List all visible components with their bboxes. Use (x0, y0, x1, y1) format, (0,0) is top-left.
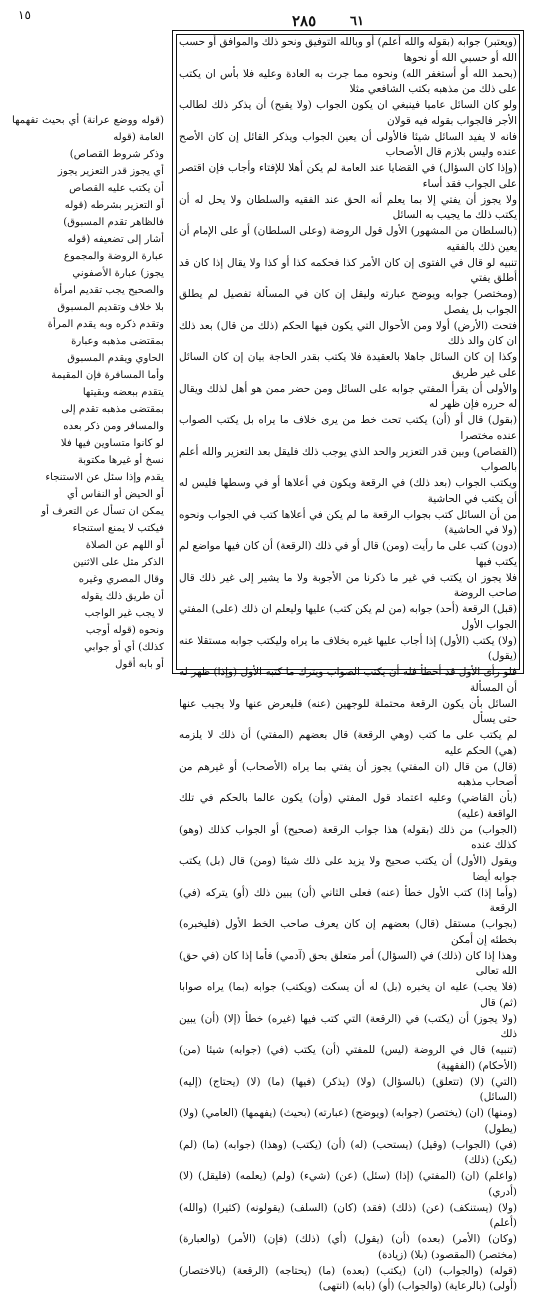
main-text-line: (في) (الجواب) (وقيل) (يستحب) (له) (أن) (يكتب) (وهذا) (جوابه) (ما) (لم) (يكن) (ذلك) (179, 1138, 517, 1170)
main-text-line: ويكتب الجواب (بعد ذلك) في الرقعة ويكون في أعلاها أو في وسطها فليس له أن يكتب في الحاشية (179, 476, 517, 508)
margin-text-line: الذكر مثل على الاثنين (12, 554, 164, 571)
margin-text-line: يقدم وإذا سئل عن الاستنجاء (12, 469, 164, 486)
main-text-line: (ولا يجوز) أن (يكتب) في (الرقعة) التي كتب فيها (غيره) خطأ (إلا) (أن) يبين ذلك (179, 1012, 517, 1044)
main-text-line: فانه لا يفيد السائل شيئا فالأولى أن يعين الجواب ويذكر القائل إن كان الأصح عنده وليس بلازم قال الأصحاب (179, 130, 517, 162)
margin-text-line: والمسافر ومن ذكر بعده (12, 418, 164, 435)
main-text-line: وكذا إن كان السائل جاهلا بالعقيدة فلا يكتب بقدر الحاجة بيان إن كان السائل على غير طريق (179, 350, 517, 382)
margin-text-line: أو التعزير بشرطه (قوله (12, 197, 164, 214)
margin-text-line: فيكتب لا يمنع استنجاء (12, 520, 164, 537)
main-text-line: (قبل) الرقعة (أحد) جوابه (من لم يكن كتب) عليها وليعلم ان ذلك (على) المفتي الجواب الأول (179, 602, 517, 634)
main-text-line: (بحمد الله أو أستغفر الله) ونحوه مما جرت به العادة وعليه فلا بأس ان يكتب على ذلك من مذهبه بكتب الشافعي مثلا (179, 67, 517, 99)
main-text-line: وهذا إذا كان (ذلك) في (السؤال) أمر متعلق بحق (آدمي) فأما إذا كان (في حق) الله تعالى (179, 949, 517, 981)
margin-text-line: بمقتضى مذهبه وعبارة (12, 333, 164, 350)
margin-text-line: لو كانوا متساوين فيها فلا (12, 435, 164, 452)
main-text-block (179, 35, 517, 669)
main-text-line: (بأن القاضي) وعليه اعتماد قول المفتي (وأن) يكون عالما بالحكم في تلك الواقعة (عليه) (179, 791, 517, 823)
main-text-line: (ومختصر) جوابه ويوضح عبارته وليقل إن كان في المسألة تفصيل لم يطلق الجواب بل يفصل (179, 287, 517, 319)
main-text-line: (ومنها) (ان) (يختصر) (جوابه) (ويوضح) (عبارته) (بحيث) (يفهمها) (العامي) (ولا) (يطول) (179, 1106, 517, 1138)
margin-text-line: أو الحيض أو النفاس أي (12, 486, 164, 503)
main-text-line: من أن السائل كتب بجواب الرقعة ما لم يكن في أعلاها كتب في الجواب ونحوه (ولا في الحاشية) (179, 508, 517, 540)
main-text-line: (القصاص) وبين قدر التعزير والحد الذي يوجب ذلك فليقل بعد التعزير والله أعلم بالصواب (179, 445, 517, 477)
margin-text-line: يمكن ان تسأل عن التعرف أو (12, 503, 164, 520)
margin-text-line: وقال المصري وغيره (12, 571, 164, 588)
main-text-line: فلا يجوز ان يكتب في غير ما ذكرنا من الأجوبة ولا ما يشير إلى غير ذلك قال صاحب الروضة (179, 571, 517, 603)
main-text-line: (وأما إذا) كتب الأول خطأ (عنه) فعلى الثاني (أن) يبين ذلك (أو) يتركه (في) الرقعة (179, 886, 517, 918)
margin-text-line: نسخ أو غيرها مكتوبة (12, 452, 164, 469)
main-text-line: (قوله) (والجواب) (ان) (يكتب) (بعده) (ما) (يحتاجه) (الرقعة) (بالاختصار) (أولى) (بالرعاية) (والجواب) (أو) (بابه) (انتهى) (179, 1264, 517, 1295)
main-text-line: (ويعتبر) جوابه (بقوله والله أعلم) أو وبالله التوفيق ونحو ذلك والموافق أو حسب الله أو حسبي الله أو نحوها (179, 35, 517, 67)
main-text-line: (ولا) يكتب (الأول) إذا أجاب عليها غيره بخلاف ما يراه وليكتب جوابه مستقلا عنه (يقول) (179, 634, 517, 666)
page-number: ٢٨٥ (292, 12, 316, 30)
main-text-line: فلو رأى الأول قد أخطأ فله أن يكتب الصواب ويترك ما كتبه الأول (وإذا) ظهر له أن المسألة (179, 665, 517, 697)
margin-text-line: ونحوه (قوله أوجب (12, 622, 164, 639)
main-text-line: ولو كان السائل عاميا فينبغي ان يكون الجواب (ولا يقبح) أن يذكر ذلك لطالب الأجر فالجواب بقوله فيه قولان (179, 98, 517, 130)
main-text-line: (فلا يجب) عليه ان يخبره (بل) له أن يسكت (ويكتب) جوابه (بما) يراه صوابا (ثم) قال (179, 980, 517, 1012)
main-text-line: والأولى أن يقرأ المفتي جوابه على السائل ومن حضر ممن هو أهل لذلك ويقال له حرره فإن ظهر له (179, 382, 517, 414)
margin-text-line: وتقدم ذكره وبه يقدم المرأة (12, 316, 164, 333)
main-text-line: السائل بأن يكون الرقعة محتملة للوجهين (عنه) فليعرض عنها ولا يجيب عنها حتى يسأل (179, 697, 517, 729)
margin-text-line: يتقدم ببعضه وبقيتها (12, 384, 164, 401)
main-text-line: (تنبيه) قال في الروضة (ليس) للمفتي (أن) يكتب (في) (جوابه) شيئا (من) (الأحكام) (الفقهية) (179, 1043, 517, 1075)
main-text-line: (الجواب) من ذلك (بقوله) هذا جواب الرقعة (صحيح) أو الجواب كذلك (وهو) كذلك عنده (179, 823, 517, 855)
main-text-line: (وإذا كان السؤال) في القضايا عند العامة لم يكن أهلا للإفتاء وأجاب فإن اقتصر على الجواب فقد أساء (179, 161, 517, 193)
folio-mark: ٦١ (350, 14, 364, 29)
main-text-line: (قال) من قال (ان المفتي) يجوز أن يفتي بما يراه (الأصحاب) أو غيرهم من أصحاب مذهبه (179, 760, 517, 792)
main-text-line: (وكان) (الأمر) (بعده) (أن) (يقول) (أي) (ذلك) (فإن) (الأمر) (والعبارة) (مختصر) (المقصود) (بلا) (زيادة) (179, 1232, 517, 1264)
margin-text-line: لا يجب غير الواجب (12, 605, 164, 622)
margin-text-line: وأما المسافرة فإن المقيمة (12, 367, 164, 384)
margin-text-line: بلا خلاف وتقديم المسبوق (12, 299, 164, 316)
margin-text-line: أن طريق ذلك يقوله (12, 588, 164, 605)
main-text-line: لم يكتب على ما كتب (وهي الرقعة) قال بعضهم (المفتي) أن ذلك لا يلزمه (هي) الحكم عليه (179, 728, 517, 760)
margin-text-line: والصحيح يجب تقديم امرأة (12, 282, 164, 299)
corner-mark: ١٥ (18, 8, 31, 22)
main-text-line: (بقول) قال أو (أن) يكتب تحت خط من يرى خلاف ما يراه بل يكتب الصواب عنده مختصرا (179, 413, 517, 445)
margin-text-line: أشار إلى تضعيفه (قوله (12, 231, 164, 248)
margin-text-line: أو بابه أقول (12, 656, 164, 673)
margin-text-line: وذكر شروط القصاص) (12, 146, 164, 163)
main-text-frame (172, 30, 524, 674)
margin-text-line: أن يكتب عليه القصاص (12, 180, 164, 197)
main-text-line: (واعلم) (ان) (المفتي) (إذا) (سئل) (عن) (شيء) (ولم) (يعلمه) (فليقل) (لا) (أدري) (179, 1169, 517, 1201)
main-text-line: ولا يجوز أن يفتي إلا بما يعلم أنه الحق عند الفقيه والسلطان ولا يحل له أن يكتب ذلك ما يجيب به السائل (179, 193, 517, 225)
margin-text-line: فالظاهر تقدم المسبوق) (12, 214, 164, 231)
main-text-line: (دون) كتب على ما رأيت (ومن) قال أو في ذلك (الرقعة) أن كان فيها مواضع لم يكتب فيها (179, 539, 517, 571)
margin-text-line: (قوله ووضع عرانة) أي بحيث تفهمها العامة (قوله (12, 112, 164, 146)
margin-text-line: الحاوي ويقدم المسبوق (12, 350, 164, 367)
margin-text-line: بمقتضى مذهبه تقدم إلى (12, 401, 164, 418)
main-text-line: (ولا) (يستنكف) (عن) (ذلك) (فقد) (كان) (السلف) (يقولونه) (كثيرا) (والله) (أعلم) (179, 1201, 517, 1233)
main-text-line: (بجواب) مستقل (قال) بعضهم إن كان يعرف صاحب الخط الأول (فليخبره) بخطئه إن أمكن (179, 917, 517, 949)
margin-text-line: يجوز) عبارة الأصفوني (12, 265, 164, 282)
main-text-line: تنبيه لو قال في الفتوى إن كان الأمر كذا فحكمه كذا أو كذا ولا يقال إذا كان قد أطلق يفتي (179, 256, 517, 288)
main-text-line: (بالسلطان من المشهور) الأول قول الروضة (وعلى السلطان) أو على الإمام أن يعين ذلك بالفقيه (179, 224, 517, 256)
margin-text-line: كذلك) أي أو جوابي (12, 639, 164, 656)
margin-text-line: أو اللهم عن الصلاة (12, 537, 164, 554)
margin-text-line: أي يجوز قدر التعزير يجوز (12, 163, 164, 180)
main-text-line: ويقول (الأول) أن يكتب صحيح ولا يزيد على ذلك شيئا (ومن) قال (بل) يكتب جوابه أيضا (179, 854, 517, 886)
marginal-commentary (12, 112, 164, 552)
main-text-line: (التي) (لا) (تتعلق) (بالسؤال) (ولا) (يذكر) (فيها) (ما) (لا) (يحتاج) (إليه) (السائل) (179, 1075, 517, 1107)
main-text-line: فتحت (الأرض) أولا ومن الأحوال التي يكون فيها الحكم (ذلك من قال) بعد ذلك ان كان والد ذلك (179, 319, 517, 351)
margin-text-line: عبارة الروضة والمجموع (12, 248, 164, 265)
